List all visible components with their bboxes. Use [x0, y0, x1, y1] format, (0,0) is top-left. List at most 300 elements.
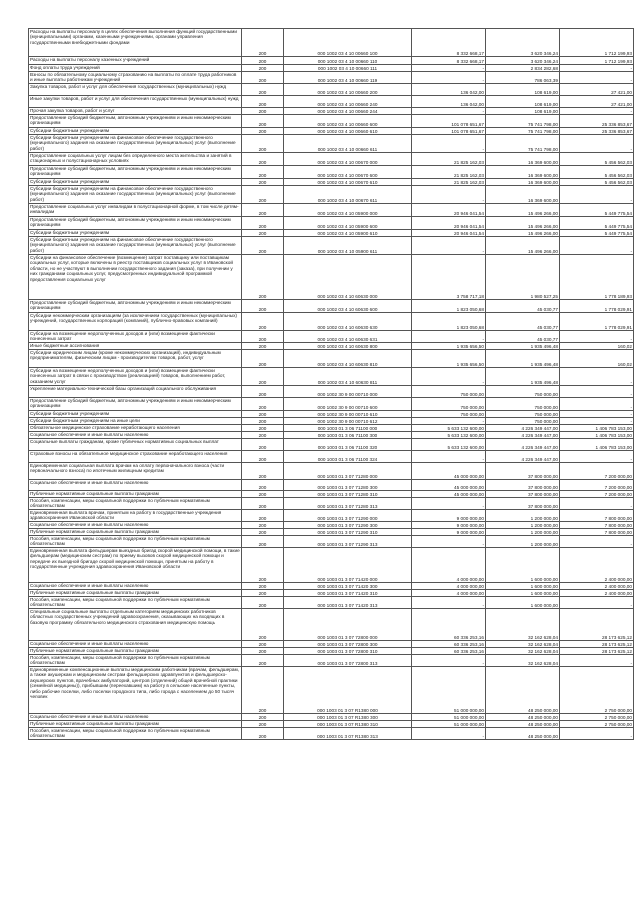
row-value-unexecuted: 1 712 199,93	[560, 57, 634, 65]
row-name: Социальное обеспечение и иные выплаты населению	[29, 432, 242, 439]
row-name: Специальные социальные выплаты отдельным категориям медицинских работников областных государственных учреждений здравоохранения, оказывающих на входящих в базовую программу обязательного медицинского страхования медицинскую помощь	[29, 609, 242, 641]
row-value-approved: 1 935 656,50	[412, 343, 486, 350]
row-value-approved: 60 336 253,16	[412, 648, 486, 655]
row-name: Субсидии бюджетным учреждениям	[29, 230, 242, 237]
table-row	[29, 108, 634, 115]
row-name: Социальное обеспечение и иные выплаты населению	[29, 522, 242, 529]
row-value-unexecuted: 1 778 189,93	[560, 255, 634, 300]
row-value-executed: 48 250 000,00	[486, 714, 560, 721]
row-code: 200	[242, 439, 284, 451]
table-row	[29, 230, 634, 237]
row-value-approved: 20 946 041,54	[412, 230, 486, 237]
row-kbk: 000 1003 01 3 07 R1380 000	[284, 667, 412, 714]
row-code: 200	[242, 57, 284, 65]
row-value-unexecuted: 25 336 853,67	[560, 128, 634, 135]
row-name: Социальное обеспечение и иные выплаты населению	[29, 714, 242, 721]
row-code: 200	[242, 65, 284, 72]
row-kbk: 000 1003 01 3 07 71280 300	[284, 480, 412, 491]
row-kbk: 000 1003 01 3 07 71290 310	[284, 529, 412, 536]
row-code: 200	[242, 128, 284, 135]
row-value-approved: 45 000 000,00	[412, 480, 486, 491]
row-value-approved: 21 825 162,03	[412, 153, 486, 166]
row-value-unexecuted: -	[560, 451, 634, 463]
row-name: Единовременная социальная выплата врачам на оплату первоначального взноса (части первоначального взноса) по ипотечным жилищным кредитам	[29, 463, 242, 480]
row-value-executed: 1 935 496,48	[486, 343, 560, 350]
row-name: Расходы на выплаты персоналу казенных учреждений	[29, 57, 242, 65]
row-value-executed: 15 496 266,00	[486, 217, 560, 230]
row-code: 200	[242, 655, 284, 667]
row-value-executed: 750 000,00	[486, 418, 560, 425]
table-row	[29, 721, 634, 728]
row-value-executed: 108 619,00	[486, 108, 560, 115]
table-row	[29, 57, 634, 65]
row-name: Взносы по обязательному социальному страхованию на выплаты по оплате труда работников и иные выплаты работникам учреждений	[29, 72, 242, 84]
row-value-executed: 3 620 346,24	[486, 29, 560, 57]
row-value-approved: 9 000 000,00	[412, 522, 486, 529]
row-kbk: 000 1002 03 4 10 00660 200	[284, 84, 412, 96]
row-code: 200	[242, 166, 284, 179]
row-name: Фонд оплаты труда учреждений	[29, 65, 242, 72]
row-value-executed: 32 162 628,04	[486, 609, 560, 641]
row-value-unexecuted: 28 173 625,12	[560, 609, 634, 641]
row-name: Субсидии бюджетным учреждениям на финансовое обеспечение государственного (муниципального) задания на оказание государственных (муниципальных) услуг (выполнение работ)	[29, 237, 242, 255]
row-name: Пособия, компенсации, меры социальной поддержки по публичным нормативным обязательствам	[29, 728, 242, 740]
table-row	[29, 411, 634, 418]
row-value-unexecuted: 160,02	[560, 350, 634, 368]
row-code: 200	[242, 96, 284, 108]
row-value-approved: 1 823 050,68	[412, 313, 486, 331]
row-name: Единовременная выплата врачам, принятым на работу в государственные учреждения здравоохранения Ивановской области	[29, 510, 242, 522]
row-kbk: 000 1003 01 3 06 71100 000	[284, 425, 412, 432]
row-code: 200	[242, 648, 284, 655]
row-code: 200	[242, 667, 284, 714]
row-value-approved: -	[412, 237, 486, 255]
row-value-approved: -	[412, 65, 486, 72]
row-kbk: 000 1003 01 3 07 71420 310	[284, 590, 412, 597]
row-name: Единовременная выплата фельдшерам выездных бригад скорой медицинской помощи, в такие фельдшерам (медицинским сестрам) по приему вызовов скорой медицинской помощи и передаче их выездной бригаде скорой медицинской помощи, принятым на работу в государственные учреждения здравоохранения Ивановской области	[29, 548, 242, 583]
row-value-approved: 136 042,00	[412, 96, 486, 108]
row-value-unexecuted: 1 406 783 153,00	[560, 439, 634, 451]
row-kbk: 000 1002 03 4 10 00670 600	[284, 166, 412, 179]
budget-table	[28, 28, 634, 740]
row-value-executed: 1 200 000,00	[486, 529, 560, 536]
row-kbk: 000 1003 01 3 07 71420 313	[284, 597, 412, 609]
row-value-unexecuted: -	[560, 331, 634, 343]
row-value-unexecuted: -	[560, 368, 634, 386]
row-name: Субсидии на возмещение недополученных доходов и (или) возмещение фактически понесенных затрат	[29, 331, 242, 343]
table-row	[29, 425, 634, 432]
row-value-unexecuted: -	[560, 65, 634, 72]
row-value-executed: 37 800 000,00	[486, 498, 560, 510]
row-value-approved: -	[412, 418, 486, 425]
row-code: 200	[242, 343, 284, 350]
row-name: Пособия, компенсации, меры социальной поддержки по публичным нормативным обязательствам	[29, 597, 242, 609]
row-value-approved: 750 000,00	[412, 386, 486, 398]
row-value-approved: 20 946 041,54	[412, 217, 486, 230]
table-row	[29, 510, 634, 522]
row-value-approved: 3 758 717,18	[412, 255, 486, 300]
row-value-executed: 16 369 600,00	[486, 153, 560, 166]
row-code: 200	[242, 609, 284, 641]
table-row	[29, 368, 634, 386]
row-value-approved: 101 078 651,67	[412, 128, 486, 135]
row-value-unexecuted: -	[560, 386, 634, 398]
row-value-unexecuted: 27 421,00	[560, 84, 634, 96]
row-value-executed: 4 226 349 447,00	[486, 451, 560, 463]
row-value-approved: -	[412, 368, 486, 386]
row-value-approved: -	[412, 108, 486, 115]
table-row	[29, 153, 634, 166]
row-value-unexecuted: 27 421,00	[560, 96, 634, 108]
row-value-executed: 1 200 000,00	[486, 536, 560, 548]
table-row	[29, 439, 634, 451]
row-value-unexecuted: -	[560, 498, 634, 510]
row-value-approved: 9 000 000,00	[412, 529, 486, 536]
row-kbk: 000 1002 03 4 10 00670 610	[284, 179, 412, 186]
row-value-unexecuted: 7 800 000,00	[560, 522, 634, 529]
row-code: 200	[242, 463, 284, 480]
row-value-unexecuted: -	[560, 398, 634, 411]
row-kbk: 000 1003 01 3 07 71280 313	[284, 498, 412, 510]
row-value-executed: 75 741 798,00	[486, 115, 560, 128]
row-code: 200	[242, 721, 284, 728]
row-name: Социальное обеспечение и иные выплаты населению	[29, 583, 242, 590]
table-row	[29, 451, 634, 463]
row-value-unexecuted: 2 750 000,00	[560, 667, 634, 714]
row-code: 200	[242, 583, 284, 590]
row-code: 200	[242, 368, 284, 386]
row-code: 200	[242, 411, 284, 418]
row-code: 200	[242, 451, 284, 463]
row-value-approved: 60 336 253,16	[412, 641, 486, 648]
table-row	[29, 72, 634, 84]
row-code: 200	[242, 641, 284, 648]
row-name: Предоставление субсидий бюджетным, автономным учреждениям и иным некоммерческим организациям	[29, 115, 242, 128]
row-value-unexecuted: -	[560, 237, 634, 255]
row-value-executed: 1 200 000,00	[486, 522, 560, 529]
row-kbk: 000 1003 01 3 07 72800 313	[284, 655, 412, 667]
row-code: 200	[242, 300, 284, 313]
row-code: 200	[242, 491, 284, 498]
row-value-approved: 750 000,00	[412, 398, 486, 411]
row-value-unexecuted: 2 400 000,00	[560, 590, 634, 597]
row-code: 200	[242, 480, 284, 491]
row-kbk: 000 1003 01 3 07 71420 300	[284, 583, 412, 590]
row-kbk: 000 1002 30 9 00 00710 610	[284, 411, 412, 418]
row-kbk: 000 1002 03 4 10 60630 630	[284, 313, 412, 331]
row-value-approved: 45 000 000,00	[412, 463, 486, 480]
row-value-executed: 750 000,00	[486, 411, 560, 418]
table-row	[29, 498, 634, 510]
row-value-executed: 15 496 266,00	[486, 237, 560, 255]
row-value-unexecuted: 28 173 625,12	[560, 648, 634, 655]
table-row	[29, 343, 634, 350]
row-code: 200	[242, 72, 284, 84]
row-code: 200	[242, 536, 284, 548]
row-code: 200	[242, 714, 284, 721]
table-row	[29, 128, 634, 135]
row-value-executed: 37 800 000,00	[486, 480, 560, 491]
row-code: 200	[242, 425, 284, 432]
row-value-unexecuted: 2 750 000,00	[560, 714, 634, 721]
row-value-executed: 75 741 798,00	[486, 135, 560, 153]
row-kbk: 000 1002 03 4 10 00660 611	[284, 135, 412, 153]
row-code: 200	[242, 418, 284, 425]
row-code: 200	[242, 204, 284, 217]
row-value-unexecuted: 2 400 000,00	[560, 583, 634, 590]
row-value-executed: 108 619,00	[486, 84, 560, 96]
row-code: 200	[242, 84, 284, 96]
row-kbk: 000 1002 03 4 10 60630 811	[284, 368, 412, 386]
row-kbk: 000 1002 03 4 10 60630 800	[284, 343, 412, 350]
row-value-executed: 37 800 000,00	[486, 463, 560, 480]
row-value-unexecuted: 5 456 562,03	[560, 153, 634, 166]
row-code: 200	[242, 313, 284, 331]
row-name: Предоставление социальных услуг инвалидам в полустационарной форме, в том числе детям-инвалидам	[29, 204, 242, 217]
row-value-executed: 108 619,00	[486, 96, 560, 108]
row-name: Пособия, компенсации, меры социальной поддержки по публичным нормативным обязательствам	[29, 498, 242, 510]
row-code: 200	[242, 237, 284, 255]
row-name: Субсидии на финансовое обеспечение (возмещение) затрат поставщику или поставщикам социальных услуг, которые включены в реестр поставщиков социальных услуг в Ивановской области, но не участвуют в выполнении государственного задания (заказа), при получении у них гражданами социальных услуг, предусмотренных индивидуальной программой предоставления социальных услуг	[29, 255, 242, 300]
row-value-approved: 1 823 050,68	[412, 300, 486, 313]
row-name: Социальное обеспечение и иные выплаты населению	[29, 641, 242, 648]
row-value-unexecuted: 1 406 783 153,00	[560, 432, 634, 439]
row-value-executed: 48 250 000,00	[486, 667, 560, 714]
row-kbk: 000 1003 01 3 07 71280 310	[284, 491, 412, 498]
row-value-unexecuted: 5 449 775,54	[560, 230, 634, 237]
table-row	[29, 398, 634, 411]
row-code: 200	[242, 498, 284, 510]
row-kbk: 000 1002 03 4 10 00660 244	[284, 108, 412, 115]
row-code: 200	[242, 230, 284, 237]
table-row	[29, 386, 634, 398]
row-value-executed: 15 496 266,00	[486, 230, 560, 237]
row-value-unexecuted: 7 200 000,00	[560, 491, 634, 498]
row-kbk: 000 1002 30 9 00 00710 600	[284, 398, 412, 411]
row-value-approved: -	[412, 728, 486, 740]
row-value-approved: -	[412, 536, 486, 548]
row-kbk: 000 1002 03 4 10 05900 610	[284, 230, 412, 237]
row-name: Публичные нормативные социальные выплаты гражданам	[29, 721, 242, 728]
row-value-approved: -	[412, 135, 486, 153]
row-value-unexecuted: 2 400 000,00	[560, 548, 634, 583]
row-name: Обязательное медицинское страхование неработающего населения	[29, 425, 242, 432]
table-row	[29, 237, 634, 255]
row-value-executed: 4 226 349 447,00	[486, 425, 560, 432]
row-kbk: 000 1002 03 4 10 05900 000	[284, 204, 412, 217]
row-value-approved: 21 825 162,03	[412, 179, 486, 186]
row-name: Публичные нормативные социальные выплаты гражданам	[29, 590, 242, 597]
row-value-unexecuted: -	[560, 186, 634, 204]
row-kbk: 000 1002 30 9 00 00710 000	[284, 386, 412, 398]
row-value-executed: 750 000,00	[486, 386, 560, 398]
table-row	[29, 350, 634, 368]
row-value-approved: 4 000 000,00	[412, 590, 486, 597]
row-value-unexecuted: -	[560, 655, 634, 667]
row-value-executed: 1 935 496,48	[486, 368, 560, 386]
row-kbk: 000 1002 03 4 10 05900 600	[284, 217, 412, 230]
table-row	[29, 583, 634, 590]
row-code: 200	[242, 522, 284, 529]
table-row	[29, 331, 634, 343]
row-name: Субсидии бюджетным учреждениям	[29, 128, 242, 135]
row-name: Социальные выплаты гражданам, кроме публичных нормативных социальных выплат	[29, 439, 242, 451]
table-row	[29, 522, 634, 529]
row-value-approved: 1 935 656,50	[412, 350, 486, 368]
row-value-unexecuted: 5 449 775,54	[560, 217, 634, 230]
row-code: 200	[242, 29, 284, 57]
row-kbk: 000 1003 01 3 07 72800 000	[284, 609, 412, 641]
row-value-executed: 45 030,77	[486, 331, 560, 343]
row-value-approved: -	[412, 597, 486, 609]
row-value-executed: 45 030,77	[486, 313, 560, 331]
row-value-unexecuted: 7 800 000,00	[560, 529, 634, 536]
row-kbk: 000 1003 01 3 07 71290 300	[284, 522, 412, 529]
row-name: Пособия, компенсации, меры социальной поддержки по публичным нормативным обязательствам	[29, 655, 242, 667]
row-kbk: 000 1002 03 4 10 60630 810	[284, 350, 412, 368]
table-body	[29, 29, 634, 740]
row-value-approved: 101 078 651,67	[412, 115, 486, 128]
row-value-approved: 45 000 000,00	[412, 491, 486, 498]
row-value-executed: 37 800 000,00	[486, 491, 560, 498]
table-row	[29, 166, 634, 179]
row-name: Укрепление материально-технической базы организаций социального обслуживания	[29, 386, 242, 398]
table-row	[29, 536, 634, 548]
row-value-executed: 16 369 600,00	[486, 186, 560, 204]
row-code: 200	[242, 350, 284, 368]
table-row	[29, 135, 634, 153]
row-value-approved: 5 633 132 600,00	[412, 432, 486, 439]
row-value-approved: 750 000,00	[412, 411, 486, 418]
table-row	[29, 217, 634, 230]
row-kbk: 000 1003 01 3 07 R1380 310	[284, 721, 412, 728]
row-name: Социальное обеспечение и иные выплаты населению	[29, 480, 242, 491]
row-name: Публичные нормативные социальные выплаты гражданам	[29, 648, 242, 655]
row-value-approved: 51 000 000,00	[412, 721, 486, 728]
row-kbk: 000 1003 01 3 07 72800 310	[284, 648, 412, 655]
row-code: 200	[242, 115, 284, 128]
row-value-unexecuted: 25 336 853,67	[560, 115, 634, 128]
table-row	[29, 714, 634, 721]
row-value-executed: 48 250 000,00	[486, 721, 560, 728]
row-kbk: 000 1002 03 4 10 00660 100	[284, 29, 412, 57]
row-code: 200	[242, 255, 284, 300]
row-value-unexecuted: -	[560, 597, 634, 609]
row-name: Субсидии бюджетным учреждениям на финансовое обеспечение государственного (муниципального) задания на оказание государственных (муниципальных) услуг (выполнение работ)	[29, 186, 242, 204]
row-kbk: 000 1003 01 3 06 71100 324	[284, 451, 412, 463]
row-kbk: 000 1003 01 3 07 71290 313	[284, 536, 412, 548]
table-row	[29, 186, 634, 204]
row-value-unexecuted: 2 750 000,00	[560, 721, 634, 728]
table-row	[29, 65, 634, 72]
table-row	[29, 300, 634, 313]
row-code: 200	[242, 597, 284, 609]
row-code: 200	[242, 728, 284, 740]
table-row	[29, 255, 634, 300]
row-code: 200	[242, 217, 284, 230]
row-code: 200	[242, 179, 284, 186]
table-row	[29, 432, 634, 439]
table-row	[29, 313, 634, 331]
row-kbk: 000 1002 03 4 10 60630 631	[284, 331, 412, 343]
row-value-executed: 1 600 000,00	[486, 583, 560, 590]
row-value-unexecuted: 1 406 783 153,00	[560, 425, 634, 432]
row-value-executed: 75 741 798,00	[486, 128, 560, 135]
row-value-approved: 4 000 000,00	[412, 548, 486, 583]
row-code: 200	[242, 186, 284, 204]
row-value-unexecuted: 28 173 625,12	[560, 641, 634, 648]
row-value-approved: 21 825 162,03	[412, 166, 486, 179]
row-value-executed: 48 250 000,00	[486, 728, 560, 740]
row-kbk: 000 1003 01 3 07 71290 000	[284, 510, 412, 522]
row-name: Расходы на выплаты персоналу в целях обеспечения выполнения функций государственными (муниципальными) органами, казенными учреждениями, органами управления государственными внебюджетными фондами	[29, 29, 242, 57]
row-value-approved: 4 000 000,00	[412, 583, 486, 590]
row-name: Закупка товаров, работ и услуг для обеспечения государственных (муниципальных) нужд	[29, 84, 242, 96]
row-kbk: 000 1002 03 4 10 00660 111	[284, 65, 412, 72]
table-row	[29, 728, 634, 740]
row-kbk: 000 1002 03 4 10 00660 110	[284, 57, 412, 65]
row-value-unexecuted: 1 778 029,91	[560, 300, 634, 313]
row-value-executed: 4 226 349 447,00	[486, 439, 560, 451]
row-kbk: 000 1003 01 3 07 R1380 313	[284, 728, 412, 740]
table-row	[29, 96, 634, 108]
row-value-executed: 3 620 346,24	[486, 57, 560, 65]
row-kbk: 000 1002 30 9 00 00710 612	[284, 418, 412, 425]
row-name: Единовременные компенсационные выплаты медицинским работникам (врачам, фельдшерам, а также акушеркам и медицинским сестрам фельдшерских здравпунктов и фельдшерско-акушерских пунктов, врачебных амбулаторий, центров (отделений) общей врачебной практики (семейной медицины)), прибывшим (переехавшим) на работу в сельские населенные пункты, либо рабочие поселки, либо поселки городского типа, либо города с населением до 50 тысяч человек	[29, 667, 242, 714]
row-value-executed: 32 162 628,04	[486, 655, 560, 667]
table-row	[29, 648, 634, 655]
row-name: Субсидии бюджетным учреждениям на финансовое обеспечение государственного (муниципального) задания на оказание государственных (муниципальных) услуг (выполнение работ)	[29, 135, 242, 153]
row-name: Предоставление субсидий бюджетным, автономным учреждениям и иным некоммерческим организациям	[29, 398, 242, 411]
table-row	[29, 463, 634, 480]
table-row	[29, 115, 634, 128]
row-value-unexecuted: -	[560, 418, 634, 425]
row-name: Публичные нормативные социальные выплаты гражданам	[29, 529, 242, 536]
row-name: Предоставление субсидий бюджетным, автономным учреждениям и иным некоммерческим организациям	[29, 166, 242, 179]
row-value-unexecuted: 5 456 562,03	[560, 179, 634, 186]
row-name: Иные закупки товаров, работ и услуг для обеспечения государственных (муниципальных) нужд	[29, 96, 242, 108]
row-code: 200	[242, 510, 284, 522]
row-value-executed: 45 030,77	[486, 300, 560, 313]
table-row	[29, 609, 634, 641]
row-code: 200	[242, 108, 284, 115]
row-name: Субсидии бюджетным учреждениям	[29, 179, 242, 186]
row-value-unexecuted: -	[560, 108, 634, 115]
row-value-executed: 1 600 000,00	[486, 597, 560, 609]
row-value-executed: 1 600 000,00	[486, 590, 560, 597]
row-value-unexecuted: 1 712 199,93	[560, 29, 634, 57]
row-kbk: 000 1002 03 4 10 00670 611	[284, 186, 412, 204]
row-value-approved: 8 332 668,17	[412, 57, 486, 65]
table-row	[29, 29, 634, 57]
table-row	[29, 529, 634, 536]
row-kbk: 000 1002 03 4 10 60630 600	[284, 300, 412, 313]
row-value-executed: 32 162 628,04	[486, 648, 560, 655]
row-value-approved: -	[412, 186, 486, 204]
row-kbk: 000 1002 03 4 10 05900 611	[284, 237, 412, 255]
row-code: 200	[242, 135, 284, 153]
row-kbk: 000 1002 03 4 10 00660 600	[284, 115, 412, 128]
row-name: Субсидии некоммерческим организациям (за исключением государственных (муниципальных) учреждений, государственных корпораций (компаний), публично-правовых компаний)	[29, 313, 242, 331]
row-kbk: 000 1002 03 4 10 00660 610	[284, 128, 412, 135]
row-kbk: 000 1003 01 3 06 71100 320	[284, 439, 412, 451]
table-row	[29, 548, 634, 583]
row-kbk: 000 1002 03 4 10 00670 000	[284, 153, 412, 166]
row-value-approved: 5 633 132 600,00	[412, 439, 486, 451]
row-value-unexecuted: 7 200 000,00	[560, 480, 634, 491]
row-value-executed: 16 369 600,00	[486, 166, 560, 179]
row-value-approved: 5 633 132 600,00	[412, 425, 486, 432]
